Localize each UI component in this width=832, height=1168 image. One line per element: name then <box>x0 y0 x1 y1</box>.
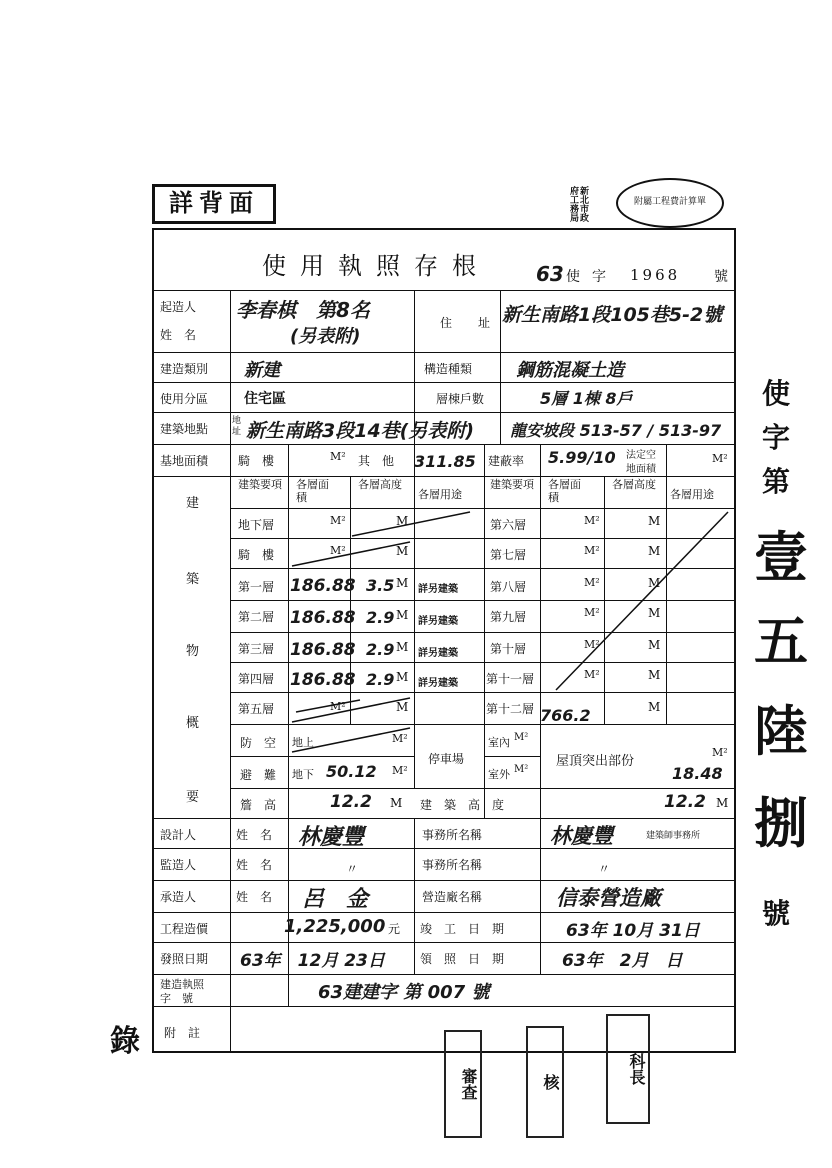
form-title: 使用執照存根 <box>262 252 490 280</box>
legal-space-unit: M² <box>712 452 728 465</box>
above-label: 地上 <box>292 736 314 749</box>
arcade-label: 騎 樓 <box>238 454 275 468</box>
permit-no-label-1: 建造執照 <box>160 978 204 991</box>
building-height-label: 建 築 高 度 <box>420 798 505 812</box>
head-area-right: 各層面積 <box>548 478 581 504</box>
floor-name: 第十層 <box>490 642 527 656</box>
other-label: 其 他 <box>358 454 395 468</box>
unit-m2: M² <box>330 544 346 557</box>
floor-name: 第四層 <box>238 672 275 686</box>
head-height-right: 各層高度 <box>612 478 656 491</box>
unit-m2: M² <box>584 544 600 557</box>
floor-use: 詳另建築 <box>418 584 458 595</box>
floor-area: 186.88 <box>290 608 356 628</box>
supervisor-office-label: 事務所名稱 <box>422 858 483 872</box>
designer-label: 設計人 <box>160 828 197 842</box>
eave-unit: M <box>390 796 403 810</box>
head-height-left: 各層高度 <box>358 478 402 491</box>
designer-name: 林慶豐 <box>298 825 365 850</box>
indoor-label: 室內 <box>488 736 510 749</box>
receive-date-label: 領 照 日 期 <box>420 952 505 966</box>
permit-number: 63 <box>536 262 564 286</box>
unit-m2: M² <box>584 668 600 681</box>
unit-m: M <box>648 668 661 682</box>
builder-value-2: (另表附) <box>290 326 361 347</box>
address-label-1: 住 <box>440 316 453 330</box>
building-height-unit: M <box>716 796 729 810</box>
seal-section-chief: 科長 <box>606 1014 650 1124</box>
unit-m2: M² <box>330 514 346 527</box>
note-label: 附 註 <box>164 1026 201 1040</box>
designer-office: 林慶豐 <box>550 824 613 848</box>
unit-m2: M² <box>584 638 600 651</box>
unit-m: M <box>648 606 661 620</box>
floor-name: 第三層 <box>238 642 275 656</box>
char-yi: 使 <box>566 269 580 285</box>
detail-back-stamp: 詳背面 <box>152 184 276 224</box>
margin-char: 號 <box>762 897 791 930</box>
left-margin-char: 錄 <box>110 1024 140 1059</box>
contractor-firm: 信泰營造廠 <box>556 886 661 910</box>
supervisor-name-label: 姓 名 <box>236 858 273 872</box>
roof-value: 18.48 <box>672 764 723 783</box>
roof-label: 屋頂突出部份 <box>556 754 635 769</box>
unit-m: M <box>396 700 409 714</box>
completion-value: 63年 10月 31日 <box>566 921 700 941</box>
floors-value: 5層 1棟 8戶 <box>540 389 633 408</box>
unit-m2: M² <box>584 576 600 589</box>
build-type-value: 新建 <box>244 360 280 381</box>
designer-office-stamp: 建築師事務所 <box>646 831 701 841</box>
contractor-firm-label: 營造廠名稱 <box>422 890 483 904</box>
floor-height: 2.9 <box>366 640 395 659</box>
summary-side-1: 建 <box>186 496 200 511</box>
air-defense-label: 防 空 <box>240 736 277 750</box>
floor-area: 186.88 <box>290 576 356 596</box>
other-value: 311.85 <box>414 452 476 471</box>
head-item-right: 建築要項 <box>490 478 534 491</box>
floor-name: 騎 樓 <box>238 548 275 562</box>
address-value: 新生南路1段105巷5-2號 <box>502 304 723 326</box>
builder-name-label: 姓 名 <box>160 328 197 342</box>
margin-char: 陸 <box>754 699 808 763</box>
below-label: 地下 <box>292 768 314 781</box>
unit-m: M <box>648 700 661 714</box>
builder-value: 李春棋 第8名 <box>236 298 370 322</box>
floor-name: 第十一層 <box>486 672 535 686</box>
head-use-left: 各層用途 <box>418 488 462 501</box>
unit-m: M <box>396 670 409 684</box>
floor-name: 第五層 <box>238 702 275 716</box>
summary-side-4: 概 <box>186 716 200 731</box>
floor-use: 詳另建築 <box>418 648 458 659</box>
roof-unit: M² <box>712 746 728 759</box>
floor-name: 第九層 <box>490 610 527 624</box>
eave-label: 簷 高 <box>240 798 277 812</box>
address-label-2: 址 <box>478 316 491 330</box>
floors-label: 層棟戶數 <box>436 392 485 406</box>
floor-name: 第一層 <box>238 580 275 594</box>
unit-m: M <box>396 514 409 528</box>
cost-unit: 元 <box>388 922 401 936</box>
unit-m: M <box>396 576 409 590</box>
structure-label: 構造種類 <box>424 362 473 376</box>
head-item-left: 建築要項 <box>238 478 282 491</box>
unit-m: M <box>396 608 409 622</box>
seal-review: 審查 <box>444 1030 482 1138</box>
contractor-name-label: 姓 名 <box>236 890 273 904</box>
eave-value: 12.2 <box>330 792 372 812</box>
outdoor-label: 室外 <box>488 768 510 781</box>
below-value: 50.12 <box>326 762 377 781</box>
margin-char: 第 <box>762 465 791 498</box>
margin-char: 字 <box>762 421 791 454</box>
below-unit: M² <box>392 764 408 777</box>
seal-approve: 核 <box>526 1026 564 1138</box>
permit-no-value: 63建建字 第 007 號 <box>318 982 490 1003</box>
supervisor-name: 〃 <box>346 862 359 876</box>
total-area: 766.2 <box>540 706 591 725</box>
unit-m: M <box>648 638 661 652</box>
margin-char: 五 <box>754 609 808 673</box>
structure-value: 鋼筋混凝土造 <box>516 360 624 381</box>
floor-area: 186.88 <box>290 670 356 690</box>
unit-m: M <box>648 576 661 590</box>
evacuation-label: 避 難 <box>240 768 277 782</box>
unit-m: M <box>396 544 409 558</box>
site-small-label: 地址 <box>232 416 242 437</box>
floor-name: 第六層 <box>490 518 527 532</box>
institution-stamp: 新北市政府工務局 <box>568 186 588 222</box>
arcade-unit: M² <box>330 450 346 463</box>
zoning-label: 使用分區 <box>160 392 209 406</box>
coverage-label: 建蔽率 <box>488 454 525 468</box>
head-use-right: 各層用途 <box>670 488 714 501</box>
legal-space-label-2: 地面積 <box>626 464 656 475</box>
supervisor-office: 〃 <box>598 862 611 876</box>
floor-use: 詳另建築 <box>418 616 458 627</box>
margin-char: 捌 <box>754 791 808 855</box>
site-value: 新生南路3段14巷(另表附) <box>246 420 475 442</box>
unit-m: M <box>648 544 661 558</box>
above-unit: M² <box>392 732 408 745</box>
summary-side-2: 築 <box>186 572 200 587</box>
legal-space-label-1: 法定空 <box>626 450 656 461</box>
issue-date-value: 63年 12月 23日 <box>240 951 385 971</box>
receive-date-value: 63年 2月 日 <box>562 951 683 971</box>
unit-m: M <box>396 640 409 654</box>
contractor-name: 呂 金 <box>302 887 369 912</box>
oval-stamp-text: 附屬工程費計算單 <box>633 197 706 207</box>
floor-name: 第十二層 <box>486 702 535 716</box>
margin-char: 壹 <box>754 525 808 589</box>
supervisor-label: 監造人 <box>160 858 197 872</box>
char-zi: 字 <box>592 269 606 285</box>
outdoor-unit: M² <box>514 764 529 775</box>
build-type-label: 建造類別 <box>160 362 209 376</box>
designer-office-label: 事務所名稱 <box>422 828 483 842</box>
site-area-label: 基地面積 <box>160 454 209 468</box>
building-height-value: 12.2 <box>664 792 706 812</box>
site-label: 建築地點 <box>160 422 209 436</box>
site-lot: 龍安坡段 513-57 / 513-97 <box>510 421 722 440</box>
floor-height: 2.9 <box>366 608 395 627</box>
floor-area: 186.88 <box>290 640 356 660</box>
builder-label: 起造人 <box>160 300 197 314</box>
cost-label: 工程造價 <box>160 922 209 936</box>
issue-date-label: 發照日期 <box>160 952 209 966</box>
coverage-value: 5.99/10 <box>548 448 616 467</box>
designer-name-label: 姓 名 <box>236 828 273 842</box>
floor-height: 3.5 <box>366 576 395 595</box>
floor-name: 第七層 <box>490 548 527 562</box>
margin-char: 使 <box>762 377 791 410</box>
completion-label: 竣 工 日 期 <box>420 922 505 936</box>
zoning-value: 住宅區 <box>244 391 286 407</box>
cost-value: 1,225,000 <box>284 916 386 937</box>
contractor-label: 承造人 <box>160 890 197 904</box>
summary-side-5: 要 <box>186 790 200 805</box>
year-number: 1968 <box>630 266 681 284</box>
floor-name: 第八層 <box>490 580 527 594</box>
unit-m2: M² <box>584 514 600 527</box>
floor-name: 地下層 <box>238 518 275 532</box>
indoor-unit: M² <box>514 732 529 743</box>
parking-label: 停車場 <box>428 752 465 766</box>
char-hao: 號 <box>714 269 728 285</box>
unit-m2: M² <box>584 606 600 619</box>
unit-m: M <box>648 514 661 528</box>
floor-height: 2.9 <box>366 670 395 689</box>
floor-use: 詳另建築 <box>418 678 458 689</box>
permit-no-label-2: 字 號 <box>160 992 193 1005</box>
summary-side-3: 物 <box>186 644 200 659</box>
head-area-left: 各層面積 <box>296 478 329 504</box>
unit-m2: M² <box>330 700 346 713</box>
floor-name: 第二層 <box>238 610 275 624</box>
